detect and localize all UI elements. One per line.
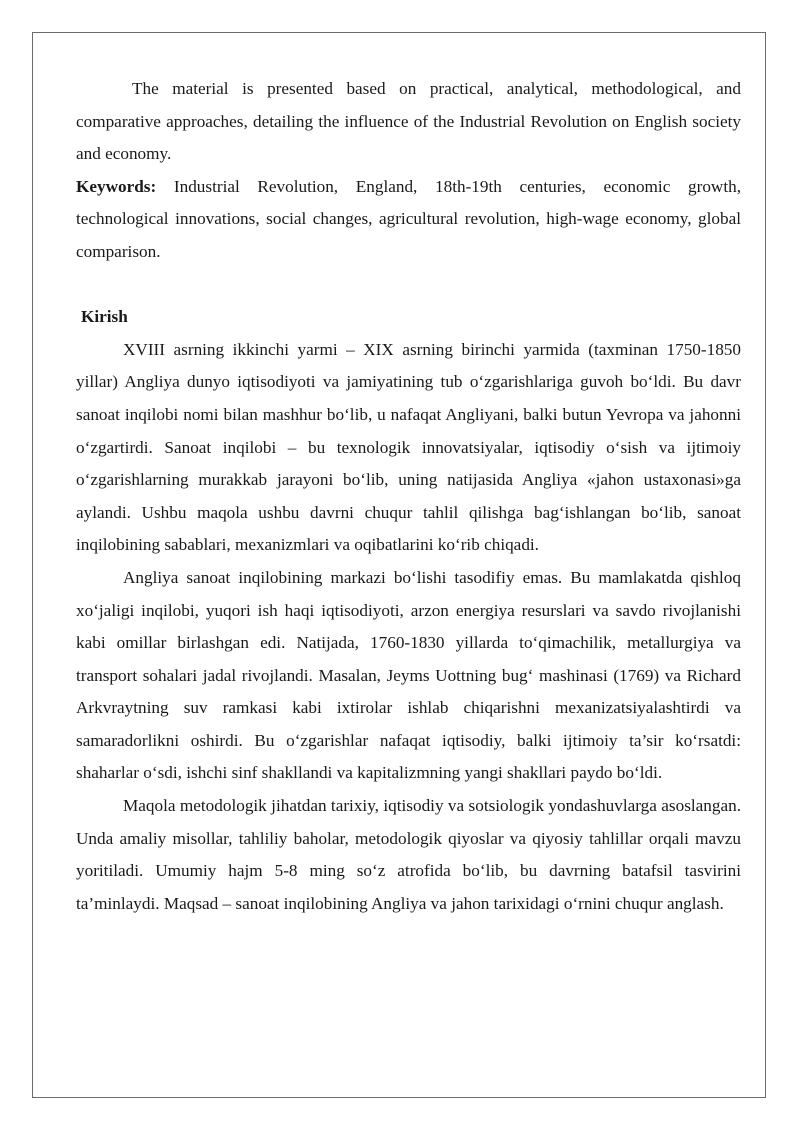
body-paragraph-3: Maqola metodologik jihatdan tarixiy, iqtisodiy va sotsiologik yondashuvlarga asoslangan. Unda amaliy misollar, tahliliy baholar, metodologik qiyoslar va qiyosiy tahlillar orqali mavzu yoritiladi. Umumiy hajm 5-8 ming so‘z atrofida bo‘lib, bu davrning batafsil tasvirini ta’minlaydi. Maqsad – sanoat inqilobining Angliya va jahon tarixidagi o‘rnini chuqur anglash. bbox=[76, 796, 741, 913]
blank-line bbox=[76, 269, 741, 302]
section-heading: Kirish bbox=[81, 307, 128, 327]
body-paragraph-1: XVIII asrning ikkinchi yarmi – XIX asrning birinchi yarmida (taxminan 1750-1850 yillar) Angliya dunyo iqtisodiyoti va jamiyatining tub o‘zgarishlariga guvoh bo‘ldi. Bu davr sanoat inqilobi nomi bilan mashhur bo‘lib, u nafaqat Angliyani, balki butun Yevropa va jahonni o‘zgartirdi. Sanoat inqilobi – bu texnologik innovatsiyalar, iqtisodiy o‘sish va ijtimoiy o‘zgarishlarning murakkab jarayoni bo‘lib, uning natijasida Angliya «jahon ustaxonasi»ga aylandi. Ushbu maqola ushbu davrni chuqur tahlil qilishga bag‘ishlangan bo‘lib, sanoat inqilobining sabablari, mexanizmlari va oqibatlarini ko‘rib chiqadi. bbox=[76, 339, 741, 555]
keywords-label: Keywords: bbox=[76, 176, 157, 196]
document-body bbox=[76, 73, 741, 920]
body-paragraph-2: Angliya sanoat inqilobining markazi bo‘lishi tasodifiy emas. Bu mamlakatda qishloq xo‘jaligi inqilobi, yuqori ish haqi iqtisodiyoti, arzon energiya resurslari va savdo rivojlanishi kabi omillar birlashgan edi. Natijada, 1760-1830 yillarda to‘qimachilik, metallurgiya va transport sohalari jadal rivojlandi. Masalan, Jeyms Uottning bug‘ mashinasi (1769) va Richard Arkvraytning suv ramkasi kabi ixtirolar ishlab chiqarishni mexanizatsiyalashtirdi va samaradorlikni oshirdi. Bu o‘zgarishlar nafaqat iqtisodiy, balki ijtimoiy ta’sir ko‘rsatdi: shaharlar o‘sdi, ishchi sinf shakllandi va kapitalizmning yangi shakllari paydo bo‘ldi. bbox=[76, 567, 741, 783]
abstract-paragraph: The material is presented based on practical, analytical, methodological, and comparative approaches, detailing the influence of the Industrial Revolution on English society and economy. bbox=[76, 79, 741, 164]
keywords-text: Industrial Revolution, England, 18th-19th centuries, economic growth, technological innovations, social changes, agricultural revolution, high-wage economy, global comparison. bbox=[76, 176, 741, 261]
keywords-paragraph bbox=[76, 171, 741, 269]
